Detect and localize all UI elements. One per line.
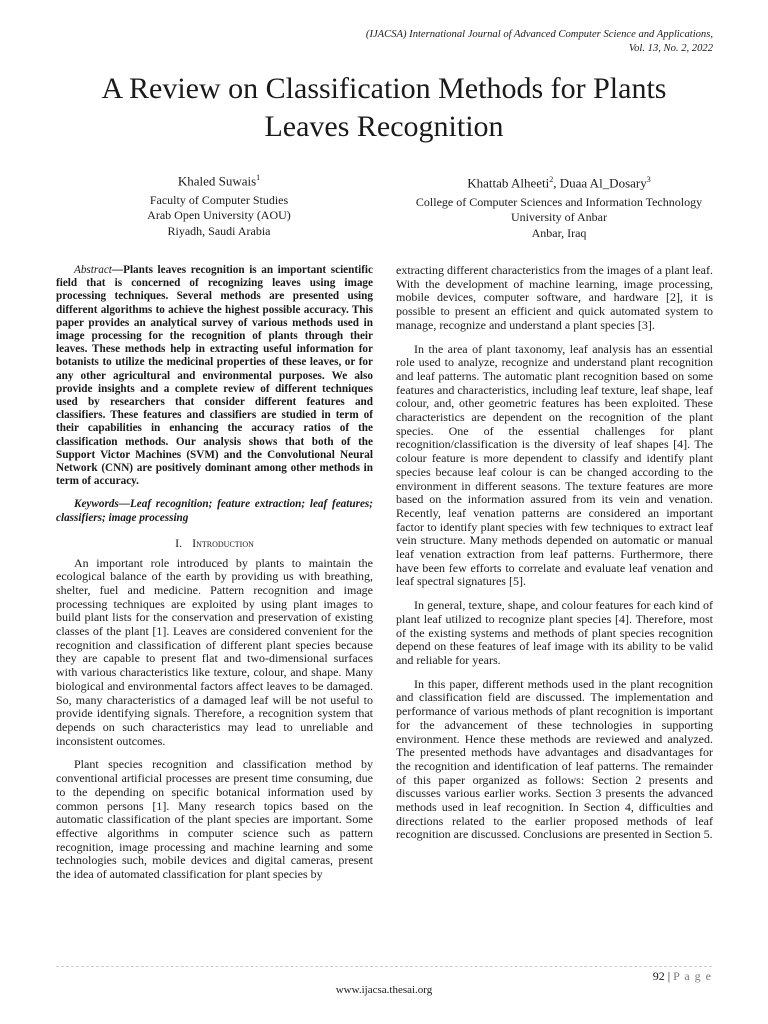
keywords: Keywords—Leaf recognition; feature extraction; leaf features; classifiers; image processing — [56, 498, 373, 524]
author-affiliation: Anbar, Iraq — [531, 225, 587, 240]
paper-title: A Review on Classification Methods for Plants Leaves Recognition — [101, 72, 667, 143]
footer-website[interactable]: www.ijacsa.thesai.org — [335, 984, 433, 996]
author-block-left — [94, 170, 344, 239]
journal-line-2: Vol. 13, No. 2, 2022 — [628, 42, 713, 54]
author-block-right — [400, 172, 718, 241]
journal-line-1: (IJACSA) International Journal of Advanced Computer Science and Applications, — [365, 29, 713, 40]
abstract-label: Abstract — [74, 264, 112, 276]
paragraph: An important role introduced by plants to maintain the ecological balance of the earth by providing us with breathing, shelter, fuel and medicine. Pattern recognition and image processing techniques are exploited by using plant images to build plant lists for the conservation and preservation of existing classes of the plant [1]. Leaves are considered convenient for the recognition and classification of different plant species because they are capable to present flat and two-dimensional surfaces with various characteristics like texture, colour, and shape. Many biological and environmental factors affect leaves to be damaged. So, many characteristics of a damaged leaf will be not useful to provide identifying signals. Therefore, a recognition system that depends on such characteristics may lead to unreliable and inconsistent outcomes. — [56, 555, 373, 748]
author-names: Khattab Alheeti$^2$, Duaa Al_Dosary$^3$ — [467, 175, 651, 191]
left-column — [56, 264, 373, 892]
author-affiliation: Faculty of Computer Studies — [149, 192, 289, 207]
author-affiliation: University of Anbar — [511, 210, 607, 225]
author-affiliation: College of Computer Sciences and Information Technology — [415, 194, 703, 209]
footer-divider — [56, 966, 712, 967]
author-affiliation: Riyadh, Saudi Arabia — [167, 223, 271, 238]
paragraph: Plant species recognition and classification method by conventional artificial processes are present time consuming, due to the depending on specific botanical information used by common persons [1]. Many research topics based on the automatic classification of the plant species are important. Some effective algorithms in computer science such as pattern recognition, image processing and machine learning and some technologies such, mobile devices and digital cameras, present the idea of automated classification for plant species by — [56, 757, 373, 882]
abstract: Abstract—Plants leaves recognition is an important scientific field that is concerned of recognizing leaves using image processing techniques. Several methods are presented using different algorithms to achieve the highest possible accuracy. This paper provides an analytical survey of various methods used in image processing for the recognition of plants through their leaves. These methods help in extracting useful information for botanists to utilize the medicinal properties of these leaves, or for any other agricultural and environmental purposes. We also provide insights and a complete review of different techniques used by researchers that consider different features and classifiers. These features and classifiers are studied in term of their capabilities in enhancing the accuracy ratios of the classification methods. Our analysis shows that both of the Support Victor Machines (SVM) and the Convolutional Neural Network (CNN) are positively dominant among other methods in term of accuracy. — [56, 264, 373, 488]
paragraph: In this paper, different methods used in the plant recognition and classification field are discussed. The implementation and performance of various methods of plant recognition is important for the advancement of these technologies in supporting environment. Hence these methods are reviewed and analyzed. The presented methods have advantages and disadvantages for the recognition and identification of leaf patterns. The remainder of this paper organized as follows: Section 2 presents and discusses various earlier works. Section 3 presents the advanced methods used in leaf recognition. In Section 4, difficulties and directions related to the earlier proposed methods of leaf recognition are discussed. Conclusions are presented in Section 5. — [396, 676, 713, 842]
section-heading-introduction: I. Introduction — [175, 535, 254, 550]
right-column — [396, 264, 713, 852]
paragraph: extracting different characteristics from the images of a plant leaf. With the development of machine learning, image processing, mobile devices, computer software, and hardware [2], it is possible to present an efficient and quick automated system to manage, recognize and understand a plant species [3]. — [396, 263, 713, 332]
paragraph: In the area of plant taxonomy, leaf analysis has an essential role used to analyze, recognize and understand plant recognition and leaf patterns. The automatic plant recognition based on some features and characteristics, including leaf texture, leaf shape, leaf colour, and, other geometric features has been exploited. These characteristics are dependent on the recognition of the plant species. One of the essential challenges for plant recognition/classification is the diversity of leaf shapes [4]. The colour feature is more dependent to classify and identify plant species because leaf colour is can be changed according to the environment in different seasons. The texture features are more based on the information assured from its vein and venation. Recently, leaf venation patterns are considered an important factor to identify plant species with few techniques to extract leaf vein structure. Many methods depended on automatic or manual leaf venation extraction from leaf patterns. Furthermore, there have been few efforts to correlate and evaluate leaf venation and leaf spectral signatures [5]. — [396, 341, 713, 589]
paragraph: In general, texture, shape, and colour features for each kind of plant leaf utilized to recognize plant species [4]. Therefore, most of the existing systems and methods of plant species recognition depend on these features of leaf image with its ability to be valid and reliable for years. — [396, 598, 713, 667]
author-name: Khaled Suwais$^1$ — [177, 173, 261, 189]
journal-header — [366, 28, 713, 55]
author-affiliation: Arab Open University (AOU) — [147, 208, 291, 223]
abstract-text: Plants leaves recognition is an important scientific field that is concerned of recognizing leaves using image processing techniques. Several methods are presented using different algorithms to achieve the highest possible accuracy. This paper provides an analytical survey of various methods used in image processing for the recognition of plants through their leaves. These methods help in extracting useful information for botanists to utilize the medicinal properties of these leaves, or for any other agricultural and environmental purposes. We also provide insights and a complete review of different techniques used by researchers that consider different features and classifiers. These features and classifiers are studied in term of their capabilities in enhancing the accuracy ratios of the classification methods. Our analysis shows that both of the Support Victor Machines (SVM) and the Convolutional Neural Network (CNN) are positively dominant among other methods in term of accuracy. — [56, 264, 373, 488]
page-number: 92 | P a g e — [652, 969, 712, 983]
